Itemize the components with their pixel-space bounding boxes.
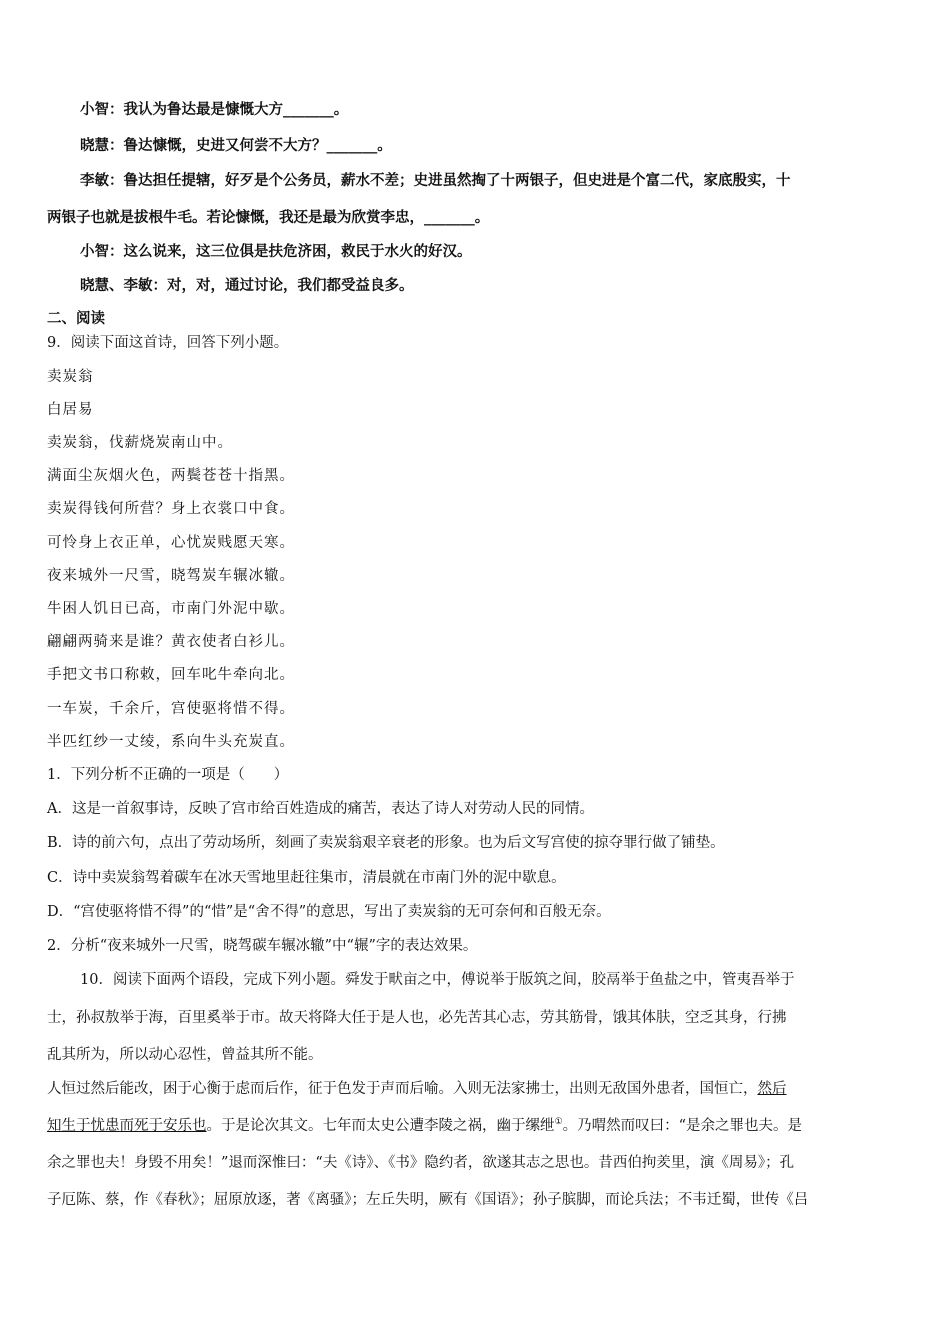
passage-text: 。于是论次其文。七年而太史公遭李陵之祸，幽于缧绁 (206, 1118, 555, 1134)
section-heading: 二、阅读 (47, 311, 105, 327)
poem-line: 夜来城外一尺雪，晓驾炭车辗冰辙。 (47, 568, 295, 584)
option-b: B．诗的前六句，点出了劳动场所，刻画了卖炭翁艰辛衰老的形象。也为后文写宫使的掠夺罪行做了铺垫。 (47, 835, 725, 851)
passage-2-line (47, 1079, 787, 1099)
poem-line: 一车炭，千余斤，宫使驱将惜不得。 (47, 701, 295, 717)
question-9-intro: 9．阅读下面这首诗，回答下列小题。 (47, 335, 289, 351)
question-10-line: 乱其所为，所以动心忍性，曾益其所不能。 (47, 1047, 323, 1063)
option-c: C．诗中卖炭翁驾着碳车在冰天雪地里赶往集市，清晨就在市南门外的泥中歇息。 (47, 870, 566, 886)
poem-line: 卖炭翁，伐薪烧炭南山中。 (47, 435, 233, 451)
dialogue-line-limin-2: 两银子也就是拔根牛毛。若论慷慨，我还是最为欣赏李忠，_______。 (47, 210, 490, 226)
passage-2-line: 子厄陈、蔡，作《春秋》；屈原放逐，著《离骚》；左丘失明，厥有《国语》；孙子膑脚，而论兵法；不韦迁蜀，世传《吕 (47, 1192, 809, 1208)
passage-2-line: 余之罪也夫！身毁不用矣！”退而深惟曰：“夫《诗》、《书》隐约者，欲遂其志之思也。昔西伯拘羑里，演《周易》；孔 (47, 1155, 795, 1171)
option-d: D．“宫使驱将惜不得”的“惜”是“舍不得”的意思，写出了卖炭翁的无可奈何和百般无奈。 (47, 904, 611, 920)
passage-text: 。乃喟然而叹曰：“是余之罪也夫。是 (562, 1118, 802, 1134)
question-10-line: 10．阅读下面两个语段，完成下列小题。舜发于畎亩之中，傅说举于版筑之间，胶鬲举于鱼盐之中，管夷吾举于 (80, 972, 795, 988)
poem-line: 可怜身上衣正单，心忧炭贱愿天寒。 (47, 535, 295, 551)
question-2: 2．分析“夜来城外一尺雪，晓驾碳车辗冰辙”中“辗”字的表达效果。 (47, 938, 478, 954)
question-1: 1．下列分析不正确的一项是（ ） (47, 767, 289, 783)
dialogue-line-xiaozhi-1: 小智：我认为鲁达最是慷慨大方_______。 (80, 102, 349, 118)
poem-author: 白居易 (47, 402, 94, 418)
underlined-text: 然后 (757, 1081, 787, 1097)
poem-line: 卖炭得钱何所营？身上衣裳口中食。 (47, 501, 295, 517)
poem-line: 翩翩两骑来是谁？黄衣使者白衫儿。 (47, 634, 295, 650)
dialogue-line-limin-1: 李敏：鲁达担任提辖，好歹是个公务员，薪水不差；史进虽然掏了十两银子，但史进是个富二代，家底殷实，十 (80, 173, 791, 189)
passage-2-line (47, 1116, 802, 1136)
dialogue-line-xiaohui-limin: 晓慧、李敏：对，对，通过讨论，我们都受益良多。 (80, 278, 414, 294)
poem-line: 牛困人饥日已高，市南门外泥中歇。 (47, 601, 295, 617)
poem-line: 半匹红纱一丈绫，系向牛头充炭直。 (47, 734, 295, 750)
poem-line: 手把文书口称敕，回车叱牛牵向北。 (47, 667, 295, 683)
dialogue-line-xiaozhi-2: 小智：这么说来，这三位俱是扶危济困，救民于水火的好汉。 (80, 244, 472, 260)
passage-text: 人恒过然后能改，困于心衡于虑而后作，征于色发于声而后喻。入则无法家拂士，出则无敌国外患者，国恒亡， (47, 1081, 758, 1097)
footnote-marker: ① (554, 1117, 563, 1128)
option-a: A．这是一首叙事诗，反映了宫市给百姓造成的痛苦，表达了诗人对劳动人民的同情。 (47, 801, 594, 817)
dialogue-line-xiaohui-1: 晓慧：鲁达慷慨，史进又何尝不大方？_______。 (80, 138, 392, 154)
underlined-text: 知生于忧患而死于安乐也 (47, 1118, 207, 1134)
poem-title: 卖炭翁 (47, 369, 94, 385)
question-10-line: 士，孙叔敖举于海，百里奚举于市。故天将降大任于是人也，必先苦其心志，劳其筋骨，饿其体肤，空乏其身，行拂 (47, 1010, 787, 1026)
poem-line: 满面尘灰烟火色，两鬓苍苍十指黑。 (47, 468, 295, 484)
